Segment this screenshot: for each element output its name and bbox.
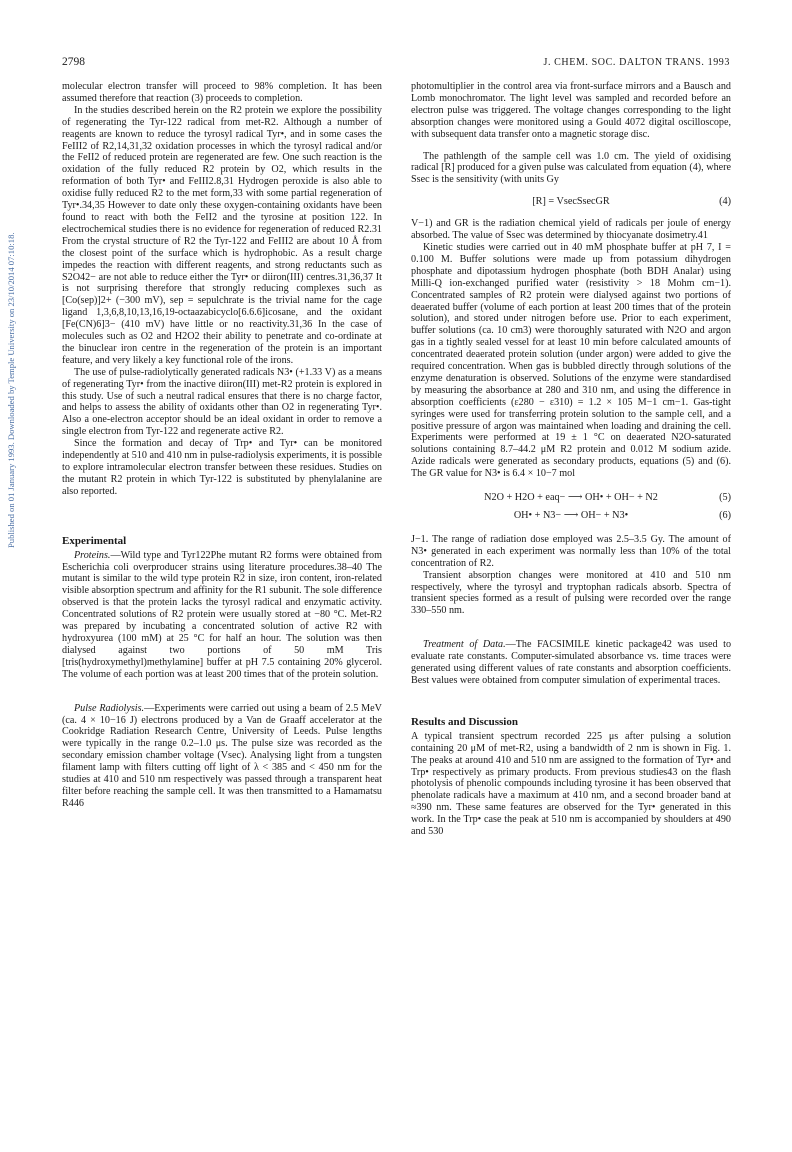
- paragraph: [62, 703, 382, 810]
- runin-title: Treatment of Data.: [423, 639, 506, 651]
- equation-text: N2O + H2O + eaq− ⟶ OH• + OH− + N2: [484, 492, 658, 504]
- publication-watermark[interactable]: Published on 01 January 1993. Downloaded by Temple University on 23/10/2014 07:10:18.: [6, 232, 16, 548]
- paragraph: photomultiplier in the control area via front-surface mirrors and a Bausch and Lomb monochromator. The light level was sampled and recorded before an electron pulse was triggered. The voltage changes corresponding to the light absorption changes were monitored using a Gould 4072 digital oscilloscope, with subsequent data transfer onto a magnetic storage disc.: [411, 81, 731, 140]
- paragraph-text: —The FACSIMILE kinetic package42 was used to evaluate rate constants. Computer-simulated absorbance vs. time traces were generated using different values of rate constants and absorption coefficients. Best values were obtained from computer simulation of experimental traces.: [411, 639, 732, 686]
- paragraph: Transient absorption changes were monitored at 410 and 510 nm respectively, where the tyrosyl and tryptophan radicals absorb. Spectra of transient species formed as a result of pulsing were recorded over the range 330–550 nm.: [411, 569, 731, 617]
- equation-number: (4): [719, 196, 731, 208]
- paragraph: Kinetic studies were carried out in 40 mM phosphate buffer at pH 7, I = 0.100 M. Buffer solutions were made up from potassium dihydrogen phosphate and dipotassium hydrogen phosphate (both BDH Analar) using Milli-Q ion-exchanged purified water (resistivity > 18 Mohm cm−1). Concentrated samples of R2 protein were dialysed against two portions of deaerated buffer (volume of each portion at least 200 times that of the protein solution), and stored under nitrogen before use. Prior to each experiment, buffer solutions (ca. 10 cm3) were thoroughly saturated with N2O and argon gas in a tightly sealed vessel for at least 10 min before calculated amounts of concentrated deaerated protein solution (under argon) were added to give the required concentration. When gas is bubbled directly through solutions of the enzyme denaturation is observed. Solutions of the enzyme were standardised by measuring the absorbance at 280 and 310 nm, and using the difference in absorption coefficients (ε280 − ε310) = 1.2 × 105 M−1 cm−1. Gas-tight syringes were used for transferring protein solution to the sample cell, and a positive pressure of argon was maintained when loading and draining the cell. Experiments were performed at 19 ± 1 °C on deaerated N2O-saturated solutions containing 8.7–44.2 μM R2 protein and 0.012 M sodium azide. Azide radicals were generated as secondary products, equations (5) and (6). The GR value for N3• is 6.4 × 10−7 mol: [411, 241, 731, 480]
- left-column: [62, 81, 382, 810]
- equation-text: OH• + N3− ⟶ OH− + N3•: [513, 510, 629, 521]
- paragraph: Since the formation and decay of Trp• and Tyr• can be monitored independently at 510 and 410 nm in pulse-radiolysis experiments, it is possible to explore intramolecular electron transfer between these residues. Studies on the mutant R2 protein in which Tyr-122 is substituted by phenylalanine are also reported.: [62, 438, 383, 497]
- right-column: [411, 81, 731, 838]
- journal-header: J. CHEM. SOC. DALTON TRANS. 1993: [543, 57, 730, 68]
- paragraph: In the studies described herein on the R2 protein we explore the possibility of regenerating the Tyr-122 radical from met-R2. Although a number of reagents are known to reduce the tyrosyl radical Tyr•, and in some cases the FeIII2 of R2,14,31,32 oxidation processes in which the tyrosyl radical and/or the FeII2 of reduced protein are regenerated are few. One such reaction is the oxidation of the fully reduced R2 protein by O2, which results in the reformation of both Tyr• and FeIII2.8,31 Hydrogen peroxide is also able to oxidise fully reduced R2 to the met form,33 with some partial regeneration of Tyr•.34,35 However to date only these oxygen-containing oxidants have been found to react with both the FeII2 and the tyrosine at position 122. In electrochemical studies there is no evidence for regeneration of reduced R2.31 From the crystal structure of R2 the Tyr-122 and FeIII2 are about 10 Å from the closest point of the surface which is hydrophobic. As a result charge impedes the reaction with different reagents, and strong reductants such as S2O42− are not able to reduce either the Tyr• or diiron(III) centres.31,36,37 It is not surprising therefore that strongly reducing complexes such as [Co(sep)]2+ (−300 mV), sep = sepulchrate is the trivial name for the cage ligand 1,3,6,8,10,13,16,19-octaazabicyclo[6.6.6]icosane, and the oxidant [Fe(CN)6]3− (410 mV) have little or no reactivity.31,36 In the case of molecules such as O2 and H2O2 their ability to penetrate and co-ordinate at the binuclear iron centre in the regeneration of the protein is an important feature, and very likely a key functional role of the irons.: [62, 104, 382, 366]
- paragraph-text: —Experiments were carried out using a beam of 2.5 MeV (ca. 4 × 10−16 J) electrons produced by a Van de Graaff accelerator at the Cookridge Radiation Research Centre, University of Leeds. Pulse lengths were typically in the range 0.2–1.0 μs. The pulse size was recorded as the secondary emission chamber voltage (Vsec). Analysing light from a tungsten filament lamp with filters cutting off light of λ < 385 and < 450 nm for the studies at 410 and 510 nm respectively was passed through a transparent heat filter before reaching the sample cell. It was then transmitted to a Hamamatsu R446: [62, 702, 382, 809]
- equation-text: [R] = VsecSsecGR: [532, 196, 610, 208]
- runin-title: Proteins.: [74, 549, 111, 561]
- paragraph: [62, 550, 382, 681]
- runin-title: Pulse Radiolysis.: [74, 702, 145, 714]
- paragraph: The pathlength of the sample cell was 1.0 cm. The yield of oxidising radical [R] produced for a given pulse was calculated from equation (4), where Ssec is the sensitivity (with units Gy: [411, 150, 731, 186]
- equation-number: (5): [719, 492, 731, 504]
- paragraph-text: —Wild type and Tyr122Phe mutant R2 forms were obtained from Escherichia coli overproducer strains using literature procedures.38–40 The mutant is similar to the wild type protein R2 in size, iron content, iron-related visible absorption spectrum and affinity for the R1 subunit. The sole difference observed is that the protein lacks the tyrosyl radical and enzymatic activity. Concentrated solutions of R2 protein were usually stored at −80 °C. Met-R2 was prepared by incubating a concentrated solution of active R2 with hydroxyurea (100 mM) at 25 °C for half an hour. The solution was then dialysed against two portions of 50 mM Tris [tris(hydroxymethyl)methylamine] buffer at pH 7.5 containing 20% glycerol. The volume of each portion was at least 200 times that of the protein solution.: [62, 549, 382, 680]
- section-heading-results: Results and Discussion: [411, 715, 518, 728]
- equation-number: (6): [719, 510, 731, 521]
- equation-5: [411, 492, 731, 504]
- paragraph: V−1) and GR is the radiation chemical yield of radicals per joule of energy absorbed. The value of Ssec was determined by thiocyanate dosimetry.41: [411, 218, 731, 242]
- page-number: 2798: [62, 56, 85, 68]
- paragraph: A typical transient spectrum recorded 225 μs after pulsing a solution containing 20 μM of met-R2, using a bandwidth of 2 nm is shown in Fig. 1. The peaks at around 410 and 510 nm are assigned to the formation of Tyr• and Trp• respectively as primary products. From previous studies43 on the flash photolysis of phenolic compounds including tyrosine it has been observed that phenolate radicals have a maximum at 410 nm, and a second broader band at ≈390 nm. These same features are observed for the Tyr• generated in this work. In the Trp• case the peak at 510 nm is accompanied by shoulders at 490 and 530: [411, 730, 731, 838]
- equation-6: [411, 510, 731, 522]
- paragraph: J−1. The range of radiation dose employed was 2.5–3.5 Gy. The amount of N3• generated in each experiment was normally less than 10% of the total concentration of R2.: [411, 533, 731, 569]
- spacer: [62, 681, 382, 703]
- equation-4: [411, 196, 731, 208]
- section-heading-experimental: Experimental: [62, 534, 127, 547]
- spacer: [411, 617, 731, 639]
- paragraph: The use of pulse-radiolytically generated radicals N3• (+1.33 V) as a means of regenerating Tyr• from the inactive diiron(III) met-R2 protein is explored in this study. Use of such a neutral radical ensures that there is no charge factor, and helps to assess the ability of oxidants other than O2 in regenerating Tyr•. Also a one-electron acceptor should be an ideal oxidant in order to remove a single electron from Tyr-122 and regenerate active R2.: [62, 366, 382, 438]
- paragraph: [411, 639, 731, 687]
- paragraph: molecular electron transfer will proceed to 98% completion. It has been assumed therefore that reaction (3) proceeds to completion.: [62, 81, 382, 104]
